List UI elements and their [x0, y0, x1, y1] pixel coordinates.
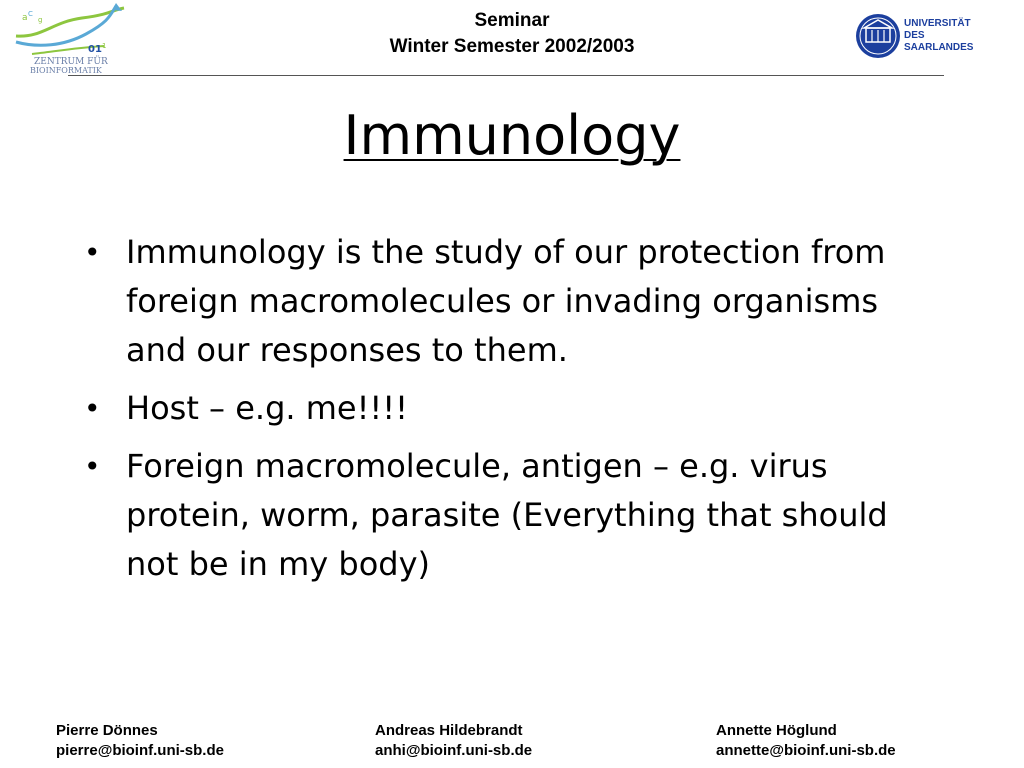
zentrum-bioinformatik-logo: [12, 2, 130, 76]
logo-right-text-line2: DES: [904, 30, 925, 41]
bullet-icon: •: [84, 236, 101, 269]
svg-text:C: C: [28, 10, 33, 18]
svg-text:1: 1: [102, 42, 107, 50]
bullet-list: [84, 228, 924, 598]
bullet-text: Immunology is the study of our protection from foreign macromolecules or invading organisms and our responses to them.: [126, 233, 886, 369]
slide-title: Immunology: [343, 104, 681, 167]
author-name: Andreas Hildebrandt: [375, 722, 523, 739]
footer-author-1: [56, 721, 224, 761]
author-name: Annette Höglund: [716, 722, 837, 739]
footer-author-2: [375, 721, 532, 761]
bullet-icon: •: [84, 392, 101, 425]
header-semester: Winter Semester 2002/2003: [389, 36, 635, 57]
bullet-text: Foreign macromolecule, antigen – e.g. virus protein, worm, parasite (Everything that should not be in my body): [126, 447, 888, 583]
bullet-item: [84, 442, 896, 589]
header-seminar: Seminar: [474, 10, 550, 31]
author-email: annette@bioinf.uni-sb.de: [716, 742, 896, 759]
logo-right-text-line3: SAARLANDES: [904, 42, 974, 53]
logo-right-text-line1: UNIVERSITÄT: [904, 18, 971, 29]
bullet-icon: •: [84, 450, 101, 483]
universitaet-des-saarlandes-logo: [852, 12, 987, 60]
logo-left-text-line2: BIOINFORMATIK: [30, 66, 102, 75]
header-divider: [68, 75, 944, 76]
university-logo-graphic: [852, 12, 987, 60]
slide-header: [300, 8, 724, 60]
author-email: pierre@bioinf.uni-sb.de: [56, 742, 224, 759]
bullet-item: [84, 384, 896, 433]
bullet-text: Host – e.g. me!!!!: [126, 389, 408, 427]
svg-text:g: g: [38, 16, 43, 24]
svg-text:a: a: [22, 13, 28, 23]
author-name: Pierre Dönnes: [56, 722, 158, 739]
svg-text:01: 01: [88, 44, 102, 55]
bullet-item: [84, 228, 896, 375]
logo-left-text-line1: ZENTRUM FÜR: [34, 57, 108, 67]
author-email: anhi@bioinf.uni-sb.de: [375, 742, 533, 759]
footer-author-3: [716, 721, 896, 761]
bioinformatik-logo-graphic: [12, 2, 130, 76]
